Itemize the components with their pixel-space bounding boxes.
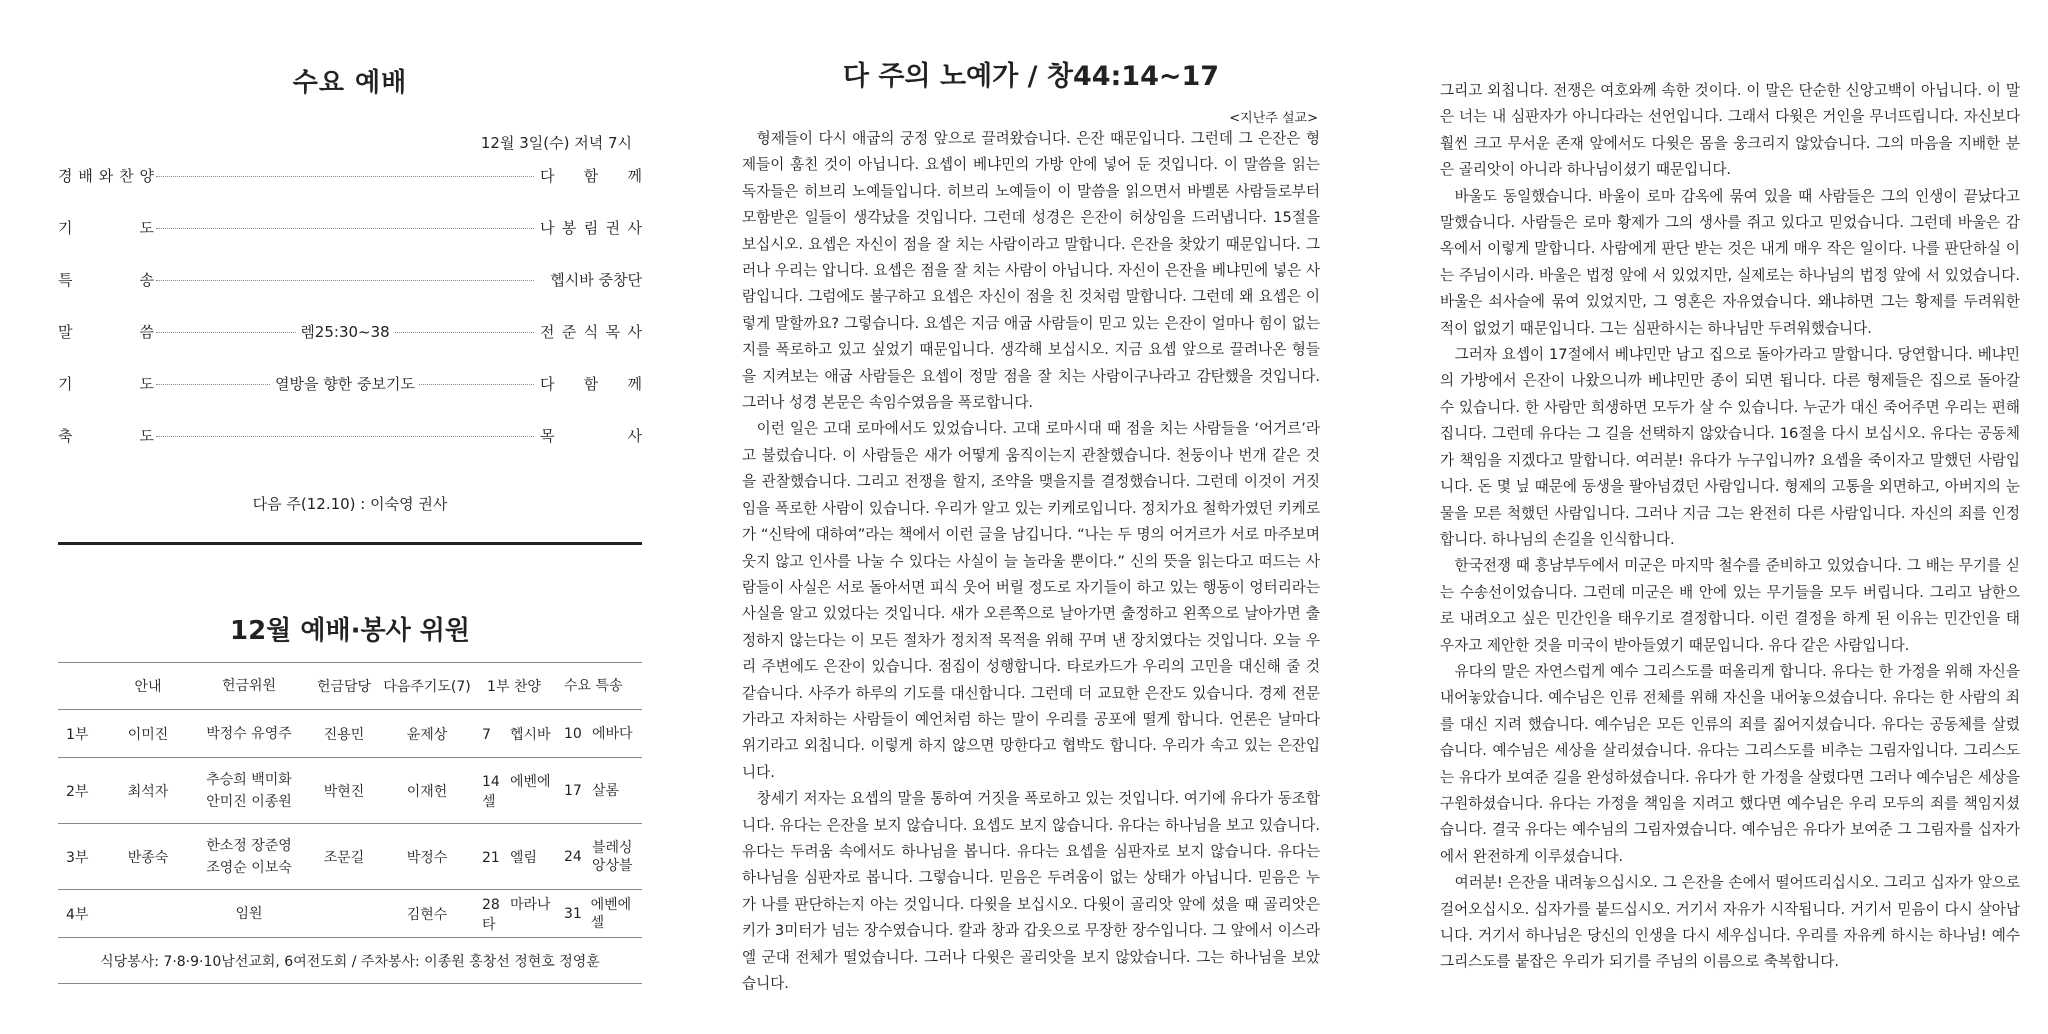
sermon-column-1 — [742, 50, 1320, 997]
worship-datetime: 12월 3일(수) 저녁 7시 — [480, 134, 632, 152]
order-row — [58, 425, 642, 477]
service-footer: 식당봉사: 7·8·9·10남선교회, 6여전도회 / 주차봉사: 이종원 홍창선 정현호 정영훈 — [58, 938, 642, 984]
guide-cell: 반종숙 — [127, 849, 169, 866]
part-cell: 3부 — [66, 849, 89, 866]
dotted-leader — [156, 280, 534, 281]
praise-cell — [472, 894, 556, 934]
praise-cell — [472, 724, 556, 744]
offering-cell — [192, 723, 306, 745]
sermon-paragraph: 그러자 요셉이 17절에서 베냐민만 남고 집으로 돌아가라고 말합니다. 당연합니다. 베냐민의 가방에서 은잔이 나왔으니까 베냐민만 종이 되면 됩니다. 다른 형제들은 집으로 돌아갈 수 있습니다. 한 사람만 희생하면 모두가 살 수 있습니다. 누군가 대신 죽어주면 우리는 편해집니다. 그런데 유다는 그 길을 선택하지 않았습니다. 16절을 다시 보십시오. 유다는 공동체가 책임을 지겠다고 말합니다. 여러분! 유다가 누구입니까? 요셉을 죽이자고 말했던 사람입니다. 돈 몇 닢 때문에 동생을 팔아넘겼던 사람입니다. 형제의 고통을 외면하고, 아버지의 눈물을 모른 척했던 사람입니다. 그러나 지금 그는 완전히 다른 사람입니다. 자신의 죄를 인정합니다. 하나님의 손길을 인식합니다. — [1440, 346, 2020, 548]
order-person-char: 사 — [627, 323, 642, 341]
special-cell — [556, 896, 642, 932]
part-cell: 1부 — [66, 726, 89, 743]
order-person — [540, 425, 642, 446]
order-person — [540, 269, 642, 290]
table-row — [58, 758, 642, 824]
order-label-char: 특 — [58, 271, 73, 289]
order-label — [58, 373, 154, 394]
praise-name: 헵시바 — [510, 726, 551, 743]
special-name-line: 블레싱 — [592, 839, 633, 856]
order-label-char: 도 — [139, 219, 154, 237]
order-person — [540, 217, 642, 238]
sermon-body-2 — [1440, 78, 2020, 976]
order-person-char: 께 — [627, 167, 642, 185]
sermon-paragraph: 유다의 말은 자연스럽게 예수 그리스도를 떠올리게 합니다. 유다는 한 가정을 위해 자신을 내어놓았습니다. 예수님은 인류 전체를 위해 자신을 내어놓으셨습니다. 유다는 한 사람의 죄를 대신 지려 했습니다. 예수님은 모든 인류의 죄를 짊어지셨습니다. 유다는 공동체를 살렸습니다. 예수님은 세상을 살리셨습니다. 유다는 그리스도를 비추는 그림자입니다. 그리스도는 유다가 보여준 길을 완성하셨습니다. 유다가 한 가정을 살렸다면 그러나 예수님은 세상을 구원하셨습니다. 유다는 가정을 책임을 지려고 했다면 예수님은 우리 모두의 죄를 책임지셨습니다. 결국 유다는 예수님의 그림자였습니다. 예수님은 유다가 보여준 그 그림자를 십자가에서 완전하게 이루셨습니다. — [1440, 662, 2020, 865]
order-middle — [156, 373, 534, 394]
order-person — [540, 165, 642, 186]
table-header-cell: 1부 찬양 — [487, 679, 541, 695]
service-table — [58, 662, 642, 984]
order-person-char: 다 — [540, 167, 555, 185]
special-name — [591, 896, 642, 932]
praise-number: 14 — [482, 773, 500, 790]
order-row — [58, 165, 642, 217]
order-person — [540, 373, 642, 394]
order-middle-text: 열방을 향한 중보기도 — [271, 375, 419, 393]
prayer-cell: 윤제상 — [406, 726, 448, 743]
order-label-char: 양 — [139, 167, 154, 185]
special-name — [592, 839, 633, 875]
order-row — [58, 321, 642, 373]
order-label — [58, 165, 154, 186]
order-label — [58, 269, 154, 290]
dotted-leader — [156, 176, 534, 177]
order-person — [540, 321, 642, 342]
special-cell — [556, 725, 642, 743]
praise-name: 에벤에셀 — [482, 773, 551, 810]
special-cell — [556, 839, 642, 875]
sermon-note: <지난주 설교> — [1229, 111, 1318, 126]
table-row — [58, 890, 642, 938]
praise-name: 마라나타 — [482, 896, 551, 933]
offering-name: 한소정 장준영 — [206, 837, 292, 854]
order-label-char: 찬 — [119, 167, 134, 185]
order-label-char: 도 — [139, 375, 154, 393]
prayer-cell: 이재헌 — [406, 783, 448, 800]
order-row — [58, 373, 642, 425]
dotted-leader — [156, 436, 534, 437]
order-label — [58, 217, 154, 238]
table-header-cell: 안내 — [134, 679, 162, 695]
sermon-paragraph: 그리고 외칩니다. 전쟁은 여호와께 속한 것이다. 이 말은 단순한 신앙고백이 아닙니다. 이 말은 너는 내 심판자가 아니다라는 선언입니다. 그래서 다윗은 거인을 무너뜨립니다. 자신보다 훨씬 크고 무서운 존재 앞에서도 다윗은 몸을 웅크리지 않았습니다. 그의 마음을 지배한 분은 골리앗이 아니라 하나님이셨기 때문입니다. — [1440, 82, 2020, 179]
order-label-char: 도 — [139, 427, 154, 445]
order-label-char: 말 — [58, 323, 73, 341]
service-table-header — [58, 662, 642, 710]
praise-number: 7 — [482, 726, 491, 743]
dotted-leader — [156, 228, 534, 229]
sermon-paragraph: 이런 일은 고대 로마에서도 있었습니다. 고대 로마시대 때 점을 치는 사람들을 ‘어거르’라고 불렀습니다. 이 사람들은 새가 어떻게 움직이는지 관찰했습니다. 천둥이나 번개 같은 것을 관찰했습니다. 그리고 전쟁을 할지, 조약을 맺을지를 결정했습니다. 그런데 이것이 거짓임을 폭로한 사람이 있습니다. 우리가 알고 있는 키케로입니다. 정치가요 철학가였던 키케로가 “신탁에 대하여”라는 책에서 이런 글을 남깁니다. “나는 두 명의 어거르가 서로 마주보며 웃지 않고 인사를 나눌 수 있다는 사실이 늘 놀라울 뿐이다.” 신의 뜻을 읽는다고 떠드는 사람들이 사실은 서로 돌아서면 피식 웃어 버릴 정도로 자기들이 하고 있는 행동이 엉터리라는 사실을 알고 있었다는 것입니다. 새가 오른쪽으로 날아가면 출정하고 왼쪽으로 날아가면 출정하지 않는다는 이 모든 절차가 정치적 목적을 위해 꾸며 낸 장치였다는 것입니다. 오늘 우리 주변에도 은잔이 있습니다. 점집이 성행합니다. 타로카드가 우리의 고민을 대신해 줄 것 같습니다. 사주가 하루의 기도를 대신합니다. 그런데 더 교묘한 은잔도 있습니다. 경제 전문가라고 자처하는 사람들이 예언처럼 하는 말이 우리를 공포에 떨게 합니다. 언론은 날마다 위기라고 외칩니다. 이렇게 하지 않으면 망한다고 협박도 합니다. 우리가 속고 있는 은잔입니다. — [742, 420, 1320, 781]
praise-cell — [472, 847, 556, 867]
worship-order — [58, 165, 642, 477]
part-cell: 4부 — [66, 906, 89, 923]
order-person-char: 림 — [583, 219, 599, 237]
order-person-char: 봉 — [561, 219, 577, 237]
table-header-cell: 헌금위원 — [221, 678, 277, 694]
special-name-line: 에바다 — [592, 725, 633, 742]
table-row — [58, 824, 642, 890]
order-person-char: 함 — [583, 167, 599, 185]
offering-name: 임원 — [235, 905, 263, 922]
order-label-char: 경 — [58, 167, 73, 185]
special-number: 10 — [564, 725, 582, 742]
sermon-title: 다 주의 노예가 / 창44:14~17 — [842, 61, 1220, 92]
order-person-char: 준 — [561, 323, 577, 341]
order-label-char: 기 — [58, 375, 73, 393]
order-person-char: 사 — [627, 219, 642, 237]
guide-cell: 이미진 — [127, 726, 169, 743]
sermon-paragraph: 여러분! 은잔을 내려놓으십시오. 그 은잔을 손에서 떨어뜨리십시오. 그리고 십자가 앞으로 걸어오십시오. 십자가를 붙드십시오. 거기서 자유가 시작됩니다. 거기서 믿음이 다시 살아납니다. 거기서 하나님은 당신의 인생을 다시 세우십니다. 우리를 자유케 하시는 하나님! 예수 그리스도를 붙잡은 우리가 되기를 주님의 이름으로 축복합니다. — [1440, 874, 2020, 971]
order-label-char: 송 — [139, 271, 154, 289]
special-number: 24 — [564, 848, 582, 865]
prayer-cell: 김현수 — [406, 906, 448, 923]
special-name — [592, 782, 619, 800]
order-person-char: 사 — [627, 427, 642, 445]
charge-cell: 박현진 — [323, 783, 365, 800]
sermon-paragraph: 창세기 저자는 요셉의 말을 통하여 거짓을 폭로하고 있는 것입니다. 여기에 유다가 동조합니다. 유다는 은잔을 보지 않습니다. 요셉도 보지 않습니다. 유다는 하나님을 보고 있습니다. 유다는 두려움 속에서도 하나님을 봅니다. 유다는 요셉을 심판자로 보지 않습니다. 유다는 하나님을 심판자로 봅니다. 그렇습니다. 믿음은 두려움이 없는 상태가 아닙니다. 믿음은 누가 나를 판단하는지 아는 것입니다. 다윗을 보십시오. 다윗이 골리앗 앞에 섰을 때 골리앗은 키가 3미터가 넘는 장수였습니다. 칼과 창과 갑옷으로 무장한 장수입니다. 그 앞에서 이스라엘 군대 전체가 떨었습니다. 그러나 다윗은 골리앗을 보지 않았습니다. 그는 하나님을 보았습니다. — [742, 790, 1320, 992]
order-person-char: 다 — [540, 375, 555, 393]
order-label-char: 씀 — [139, 323, 154, 341]
offering-cell — [192, 835, 306, 879]
order-person-char: 전 — [540, 323, 555, 341]
praise-cell — [472, 771, 556, 811]
order-middle — [156, 321, 534, 342]
order-person-char: 나 — [540, 219, 555, 237]
praise-name: 엘림 — [510, 849, 538, 866]
order-label-char: 기 — [58, 219, 73, 237]
part-cell: 2부 — [66, 783, 89, 800]
special-name-line: 살롬 — [592, 782, 620, 799]
table-row — [58, 710, 642, 758]
order-label-char: 와 — [98, 167, 114, 185]
table-header-cell: 헌금담당 — [316, 679, 372, 695]
praise-number: 28 — [482, 896, 500, 913]
special-number: 31 — [564, 905, 582, 922]
offering-name: 안미진 이종원 — [206, 793, 292, 810]
sermon-paragraph: 형제들이 다시 애굽의 궁정 앞으로 끌려왔습니다. 은잔 때문입니다. 그런데 그 은잔은 형제들이 훔친 것이 아닙니다. 요셉이 베냐민의 가방 안에 넣어 둔 것입니다. 이 말씀을 읽는 독자들은 히브리 노예들입니다. 히브리 노예들이 이 말씀을 읽으면서 바벨론 사람들로부터 모함받은 일들이 생각났을 것입니다. 그런데 성경은 은잔이 허상임을 드러냅니다. 15절을 보십시오. 요셉은 자신이 점을 잘 치는 사람이라고 말합니다. 은잔을 찾았기 때문입니다. 그러나 우리는 압니다. 요셉은 점을 잘 치는 사람이 아닙니다. 자신이 은잔을 베냐민에 넣은 사람입니다. 그럼에도 불구하고 요셉은 자신이 점을 친 것처럼 말합니다. 그런데 왜 요셉은 이렇게 말할까요? 그렇습니다. 요셉은 지금 애굽 사람들이 믿고 있는 은잔이 얼마나 힘이 없는지를 폭로하고 있고 싶었기 때문입니다. 생각해 보십시오. 지금 요셉 앞으로 끌려나온 형들을 지켜보는 애굽 사람들은 요셉이 정말 점을 잘 치는 사람이구나라고 감탄했을 것입니다. 그러나 성경 본문은 속임수였음을 폭로합니다. — [742, 130, 1320, 412]
offering-name: 조영순 이보숙 — [206, 859, 292, 876]
sermon-paragraph: 한국전쟁 때 흥남부두에서 미군은 마지막 철수를 준비하고 있었습니다. 그 배는 무기를 싣는 수송선이었습니다. 그런데 미군은 배 안에 있는 무기들을 모두 버립니다. 그리고 남한으로 내려오고 싶은 민간인을 태우기로 결정합니다. 이런 결정을 하게 된 이유는 민간인을 태우자고 제안한 것을 미국이 받아들였기 때문입니다. 유다 같은 사람입니다. — [1440, 557, 2020, 654]
wednesday-worship-title: 수요 예배 — [292, 68, 408, 98]
order-label-char: 배 — [78, 167, 93, 185]
order-person-char: 식 — [583, 323, 599, 341]
guide-cell: 최석자 — [127, 783, 169, 800]
service-committee-title: 12월 예배·봉사 위원 — [230, 616, 470, 646]
next-week-note: 다음 주(12.10) : 이숙영 권사 — [252, 495, 448, 513]
charge-cell: 진용민 — [323, 726, 365, 743]
order-label — [58, 425, 154, 446]
table-header-cell: 수요 특송 — [564, 678, 623, 694]
praise-number: 21 — [482, 849, 500, 866]
special-number: 17 — [564, 782, 582, 799]
charge-cell: 조문길 — [323, 849, 365, 866]
order-person-char: 목 — [605, 323, 621, 341]
table-header-cell: 다음주기도(7) — [383, 679, 471, 695]
offering-name: 추승희 백미화 — [206, 771, 292, 788]
offering-cell — [192, 769, 306, 813]
order-person-char: 께 — [627, 375, 642, 393]
order-person-char: 목 — [540, 427, 555, 445]
order-middle-text: 렘25:30~38 — [296, 323, 393, 341]
offering-cell — [192, 903, 306, 925]
order-row — [58, 217, 642, 269]
order-label — [58, 321, 154, 342]
sermon-body-1 — [742, 126, 1320, 997]
section-divider — [58, 542, 642, 545]
order-person-char: 헵시바 중창단 — [550, 271, 642, 289]
special-name-line: 앙상블 — [592, 857, 633, 874]
order-person-char: 권 — [605, 219, 621, 237]
order-row — [58, 269, 642, 321]
prayer-cell: 박정수 — [406, 849, 448, 866]
sermon-paragraph: 바울도 동일했습니다. 바울이 로마 감옥에 묶여 있을 때 사람들은 그의 인생이 끝났다고 말했습니다. 사람들은 로마 황제가 그의 생사를 쥐고 있다고 믿었습니다. 그런데 바울은 감옥에서 이렇게 말합니다. 사람에게 판단 받는 것은 내게 매우 작은 일이다. 나를 판단하실 이는 주님이시라. 바울은 법정 앞에 서 있었지만, 실제로는 하나님의 법정 앞에 서 있었습니다. 바울은 쇠사슬에 묶여 있었지만, 그 영혼은 자유였습니다. 왜냐하면 그는 황제를 두려워한 적이 없었기 때문입니다. 그는 심판하시는 하나님만 두려워했습니다. — [1440, 187, 2020, 337]
special-name-line: 에벤에셀 — [590, 896, 632, 931]
left-column — [58, 50, 642, 970]
special-cell — [556, 782, 642, 800]
sermon-column-2 — [1440, 78, 2020, 976]
order-person-char: 함 — [583, 375, 599, 393]
offering-name: 박정수 유영주 — [206, 725, 292, 742]
special-name — [592, 725, 633, 743]
order-label-char: 축 — [58, 427, 73, 445]
